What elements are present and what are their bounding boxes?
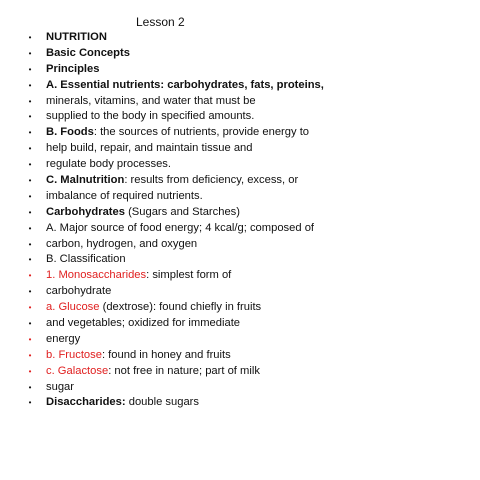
- bullet-icon: •: [28, 128, 32, 138]
- bullet-list: [0, 30, 480, 411]
- bullet-line: [0, 332, 480, 348]
- bullet-text: [46, 348, 231, 364]
- bullet-line: [0, 173, 480, 189]
- bullet-icon: •: [28, 239, 32, 249]
- bullet-text: [46, 78, 324, 94]
- text-segment: and vegetables; oxidized for immediate: [46, 317, 241, 330]
- bullet-text: [46, 237, 197, 253]
- text-segment: B. Classification: [46, 253, 126, 266]
- text-segment: help build, repair, and maintain tissue and: [46, 142, 253, 155]
- bullet-text: [46, 380, 74, 396]
- bullet-icon: •: [28, 382, 32, 392]
- bullet-line: [0, 395, 480, 411]
- bullet-icon: •: [28, 398, 32, 408]
- bullet-line: [0, 94, 480, 110]
- text-segment: supplied to the body in specified amounts.: [46, 110, 255, 123]
- bullet-text: [46, 125, 309, 141]
- bullet-icon: •: [28, 191, 32, 201]
- bullet-line: [0, 205, 480, 221]
- bullet-text: [46, 141, 252, 157]
- bullet-text: [46, 46, 130, 62]
- bullet-line: [0, 252, 480, 268]
- text-segment: (Sugars and Starches): [124, 205, 241, 218]
- bullet-text: [46, 364, 260, 380]
- bold-term: Disaccharides:: [46, 396, 126, 409]
- bullet-icon: •: [28, 255, 32, 265]
- bold-term: Basic Concepts: [46, 46, 130, 59]
- bullet-text: [46, 30, 107, 46]
- bullet-text: [46, 205, 240, 221]
- bullet-line: [0, 221, 480, 237]
- bullet-text: [46, 300, 261, 316]
- bullet-text: [46, 189, 203, 205]
- bullet-icon: •: [28, 80, 32, 90]
- text-segment: (dextrose): found chiefly in fruits: [99, 301, 262, 314]
- bullet-text: [46, 395, 199, 411]
- bullet-line: [0, 364, 480, 380]
- text-segment: regulate body processes.: [46, 158, 172, 171]
- text-segment: : results from deficiency, excess, or: [124, 174, 299, 187]
- bold-term: Principles: [46, 62, 100, 75]
- bullet-text: [46, 109, 254, 125]
- bullet-line: [0, 316, 480, 332]
- bullet-text: [46, 252, 126, 268]
- bullet-line: [0, 109, 480, 125]
- bullet-icon: •: [28, 96, 32, 106]
- bold-term: B. Foods: [46, 126, 94, 139]
- bullet-icon: •: [28, 366, 32, 376]
- bold-term: C. Malnutrition: [46, 174, 125, 187]
- text-segment: double sugars: [125, 396, 200, 409]
- highlighted-term: c. Galactose: [46, 364, 109, 377]
- bullet-line: [0, 46, 480, 62]
- bullet-line: [0, 237, 480, 253]
- highlighted-term: a. Glucose: [46, 301, 100, 314]
- bullet-icon: •: [28, 334, 32, 344]
- text-segment: : found in honey and fruits: [101, 348, 231, 361]
- bullet-line: [0, 189, 480, 205]
- bullet-line: [0, 300, 480, 316]
- text-segment: carbon, hydrogen, and oxygen: [46, 237, 198, 250]
- bold-term: A. Essential nutrients: carbohydrates, fats, proteins,: [46, 78, 324, 91]
- bullet-icon: •: [28, 160, 32, 170]
- text-segment: imbalance of required nutrients.: [46, 189, 203, 202]
- bullet-icon: •: [28, 64, 32, 74]
- bullet-text: [46, 157, 171, 173]
- bullet-icon: •: [28, 303, 32, 313]
- bullet-text: [46, 332, 80, 348]
- text-segment: A. Major source of food energy; 4 kcal/g; composed of: [46, 221, 315, 234]
- text-segment: energy: [46, 332, 81, 345]
- text-segment: : simplest form of: [146, 269, 232, 282]
- bullet-line: [0, 157, 480, 173]
- bold-term: NUTRITION: [46, 31, 107, 43]
- bullet-icon: •: [28, 112, 32, 122]
- text-segment: : not free in nature; part of milk: [108, 364, 260, 377]
- bullet-text: [46, 173, 298, 189]
- bullet-text: [46, 221, 314, 237]
- text-segment: minerals, vitamins, and water that must be: [46, 94, 256, 107]
- text-segment: carbohydrate: [46, 285, 112, 298]
- bullet-text: [46, 62, 99, 78]
- text-segment: sugar: [46, 380, 74, 393]
- bullet-line: [0, 380, 480, 396]
- bullet-icon: •: [28, 48, 32, 58]
- bullet-icon: •: [28, 287, 32, 297]
- bold-term: Carbohydrates: [46, 205, 125, 218]
- highlighted-term: b. Fructose: [46, 348, 102, 361]
- bullet-icon: •: [28, 207, 32, 217]
- bullet-line: [0, 268, 480, 284]
- bullet-text: [46, 316, 240, 332]
- bullet-icon: •: [28, 350, 32, 360]
- bullet-line: [0, 348, 480, 364]
- bullet-text: [46, 268, 231, 284]
- bullet-icon: •: [28, 33, 32, 42]
- text-segment: : the sources of nutrients, provide energy to: [93, 126, 310, 139]
- bullet-text: [46, 284, 111, 300]
- bullet-line: [0, 141, 480, 157]
- bullet-icon: •: [28, 223, 32, 233]
- bullet-icon: •: [28, 144, 32, 154]
- bullet-line: [0, 284, 480, 300]
- bullet-line: [0, 78, 480, 94]
- highlighted-term: 1. Monosaccharides: [46, 269, 147, 282]
- bullet-line: [0, 125, 480, 141]
- bullet-icon: •: [28, 319, 32, 329]
- bullet-line: [0, 62, 480, 78]
- bullet-line: [0, 30, 480, 46]
- bullet-icon: •: [28, 271, 32, 281]
- lesson-title: Lesson 2: [136, 15, 185, 29]
- bullet-text: [46, 94, 256, 110]
- bullet-icon: •: [28, 176, 32, 186]
